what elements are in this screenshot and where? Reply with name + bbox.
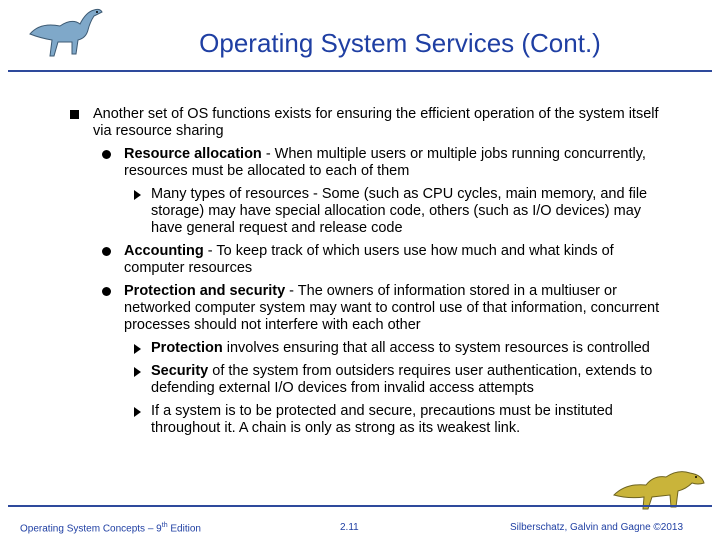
triangle-bullet-icon: [134, 344, 141, 354]
bullet-title: Accounting: [124, 243, 204, 259]
sub-bullet-item: [60, 363, 660, 397]
sub-bullet-text: If a system is to be protected and secure, precautions must be instituted throughout it. A chain is only as strong as its weakest link.: [151, 403, 613, 436]
bullet-text: - To keep track of which users use how much and what kinds of computer resources: [124, 243, 614, 276]
bullet-item: [60, 283, 660, 334]
content: [60, 106, 660, 443]
square-bullet-icon: [70, 110, 79, 119]
footer-book: [20, 522, 201, 534]
sub-bullet-item: [60, 340, 660, 357]
triangle-bullet-icon: [134, 190, 141, 200]
bullet-title: Resource allocation: [124, 146, 262, 162]
page-number: 2.11: [340, 522, 359, 533]
sub-bullet-text: of the system from outsiders requires user authentication, extends to defending external I/O devices from invalid access attempts: [151, 363, 653, 396]
triangle-bullet-icon: [134, 367, 141, 377]
footer-book-title: Operating System Concepts – 9: [20, 523, 162, 535]
bullet-item: [60, 146, 660, 180]
sub-bullet-item: [60, 186, 660, 237]
dot-bullet-icon: [102, 287, 111, 296]
sub-bullet-title: Protection: [151, 340, 223, 356]
bullet-item: [60, 243, 660, 277]
sub-bullet-text: Many types of resources - Some (such as CPU cycles, main memory, and file storage) may have special allocation code, others (such as I/O devices) may have general request and release code: [151, 186, 648, 236]
intro-text: Another set of OS functions exists for ensuring the efficient operation of the system itself via resource sharing: [93, 106, 659, 139]
footer-book-edition: Edition: [167, 523, 201, 535]
bullet-text: - When multiple users or multiple jobs running concurrently, resources must be allocated to each of them: [124, 146, 646, 179]
dot-bullet-icon: [102, 150, 111, 159]
footer-book-sup: th: [161, 522, 168, 529]
bullet-title: Protection and security: [124, 283, 286, 299]
footer-authors: Silberschatz, Galvin and Gagne ©2013: [510, 522, 684, 533]
intro-item: [60, 106, 660, 140]
page-title: Operating System Services (Cont.): [199, 28, 601, 58]
footer-rule: [8, 505, 712, 507]
sub-bullet-text: involves ensuring that all access to system resources is controlled: [222, 340, 650, 356]
dot-bullet-icon: [102, 247, 111, 256]
title-rule: [8, 70, 712, 72]
sub-bullet-item: [60, 403, 660, 437]
sub-bullet-title: Security: [151, 363, 209, 379]
bullet-text: - The owners of information stored in a multiuser or networked computer system may want to control use of that information, concurrent processes should not interfere with each other: [124, 283, 660, 333]
triangle-bullet-icon: [134, 407, 141, 417]
dinosaur-icon: [20, 4, 120, 64]
